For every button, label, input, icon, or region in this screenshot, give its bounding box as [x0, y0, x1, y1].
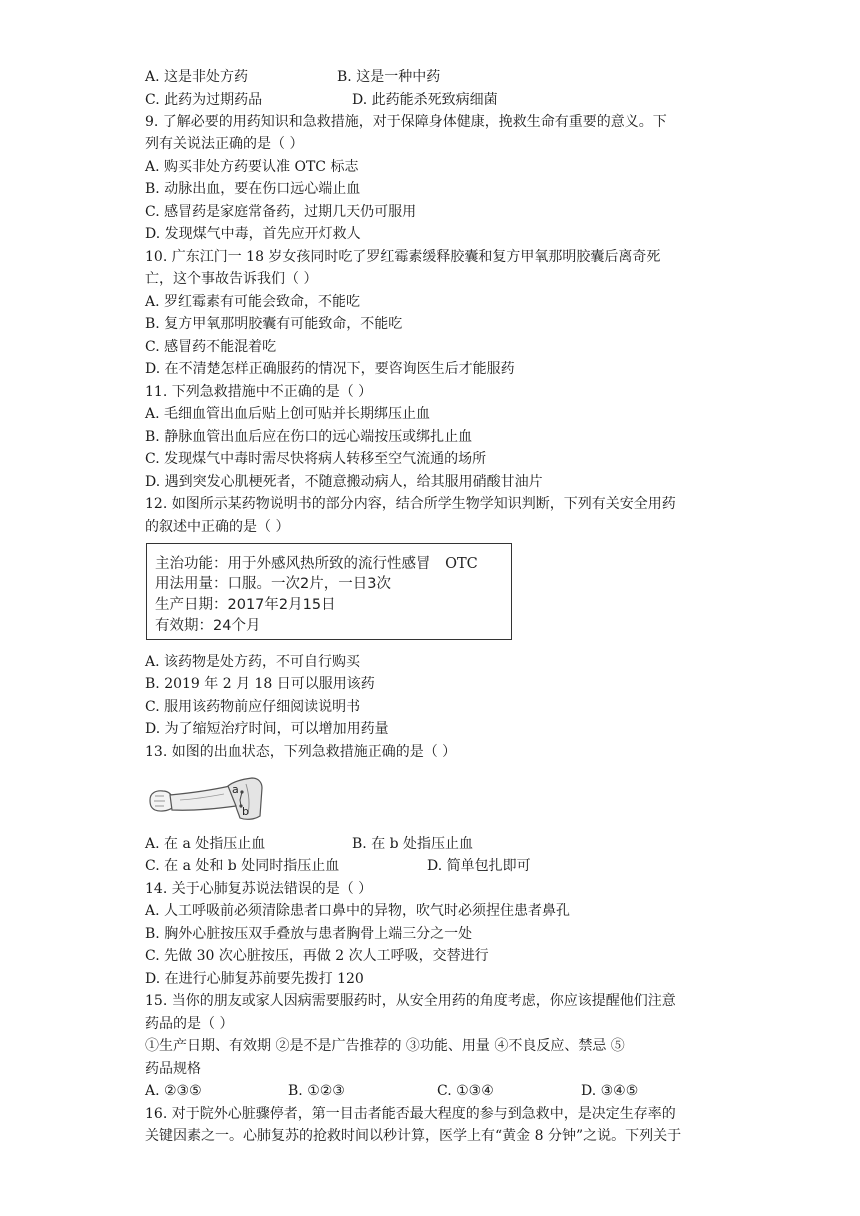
q14-option-b: B. 胸外心脏按压双手叠放与患者胸骨上端三分之一处 [145, 926, 473, 942]
q13-option-a: A. 在 a 处指压止血 [145, 836, 266, 852]
q8-option-d: D. 此药能杀死致病细菌 [352, 92, 498, 108]
q10-option-b: B. 复方甲氧那明胶囊有可能致命，不能吃 [145, 316, 403, 332]
q13-option-d: D. 简单包扎即可 [427, 858, 531, 874]
label-function-text: 主治功能：用于外感风热所致的流行性感冒 [155, 556, 431, 572]
otc-mark: OTC [445, 556, 478, 572]
q12-option-a: A. 该药物是处方药，不可自行购买 [145, 654, 361, 670]
figure-label-a: a [232, 783, 239, 796]
q10-option-a: A. 罗红霉素有可能会致命，不能吃 [145, 294, 361, 310]
q15-option-b: B. ①②③ [288, 1083, 345, 1099]
q11-option-b: B. 静脉血管出血后应在伤口的远心端按压或绑扎止血 [145, 429, 473, 445]
q12-option-d: D. 为了缩短治疗时间，可以增加用药量 [145, 721, 389, 737]
q9-stem-line-1: 9. 了解必要的用药知识和急救措施，对于保障身体健康，挽救生命有重要的意义。下 [145, 114, 667, 130]
q10-stem-line-1: 10. 广东江门一 18 岁女孩同时吃了罗红霉素缓释胶囊和复方甲氧那明胶囊后离奇死 [145, 249, 661, 265]
q11-option-a: A. 毛细血管出血后贴上创可贴并长期绑压止血 [145, 406, 431, 422]
q12-option-c: C. 服用该药物前应仔细阅读说明书 [145, 699, 361, 715]
figure-label-b: b [242, 805, 249, 818]
label-dosage-line: 用法用量：口服。一次2片，一日3次 [155, 576, 391, 592]
q10-stem-line-2: 亡，这个事故告诉我们（ ） [145, 271, 318, 287]
q9-option-d: D. 发现煤气中毒，首先应开灯救人 [145, 226, 361, 242]
q9-option-c: C. 感冒药是家庭常备药，过期几天仍可服用 [145, 204, 417, 220]
q12-stem-line-2: 的叙述中正确的是（ ） [145, 519, 290, 535]
q11-stem: 11. 下列急救措施中不正确的是（ ） [145, 384, 373, 400]
q11-option-d: D. 遇到突发心肌梗死者，不随意搬动病人，给其服用硝酸甘油片 [145, 474, 543, 490]
q16-stem-line-2: 关键因素之一。心肺复苏的抢救时间以秒计算，医学上有“黄金 8 分钟”之说。下列关于 [145, 1128, 682, 1144]
q9-stem-line-2: 列有关说法正确的是（ ） [145, 136, 304, 152]
medicine-label-figure [146, 543, 512, 640]
q9-option-b: B. 动脉出血，要在伤口远心端止血 [145, 181, 361, 197]
q8-option-a: A. 这是非处方药 [145, 69, 249, 85]
q13-option-c: C. 在 a 处和 b 处同时指压止血 [145, 858, 340, 874]
q9-option-a: A. 购买非处方药要认准 OTC 标志 [145, 159, 359, 175]
q15-stem-line-1: 15. 当你的朋友或家人因病需要服药时，从安全用药的角度考虑，你应该提醒他们注意 [145, 993, 676, 1009]
q15-option-d: D. ③④⑤ [581, 1083, 639, 1099]
q8-option-c: C. 此药为过期药品 [145, 92, 263, 108]
q13-stem: 13. 如图的出血状态，下列急救措施正确的是（ ） [145, 744, 457, 760]
q11-option-c: C. 发现煤气中毒时需尽快将病人转移至空气流通的场所 [145, 451, 487, 467]
arm-bleeding-figure [146, 776, 266, 832]
q10-option-d: D. 在不清楚怎样正确服药的情况下，要咨询医生后才能服药 [145, 361, 515, 377]
q12-option-b: B. 2019 年 2 月 18 日可以服用该药 [145, 676, 375, 692]
q12-stem-line-1: 12. 如图所示某药物说明书的部分内容，结合所学生物学知识判断，下列有关安全用药 [145, 496, 676, 512]
q13-option-b: B. 在 b 处指压止血 [352, 836, 474, 852]
q15-items-line-2: 药品规格 [145, 1061, 201, 1077]
label-function-line [155, 554, 478, 574]
label-shelf-life-line: 有效期：24个月 [155, 618, 261, 634]
q14-option-c: C. 先做 30 次心脏按压，再做 2 次人工呼吸，交替进行 [145, 948, 489, 964]
q14-option-d: D. 在进行心肺复苏前要先拨打 120 [145, 971, 364, 987]
q16-stem-line-1: 16. 对于院外心脏骤停者，第一目击者能否最大程度的参与到急救中，是决定生存率的 [145, 1106, 676, 1122]
q14-option-a: A. 人工呼吸前必须清除患者口鼻中的异物，吹气时必须捏住患者鼻孔 [145, 903, 571, 919]
q8-option-b: B. 这是一种中药 [337, 69, 441, 85]
q14-stem: 14. 关于心肺复苏说法错误的是（ ） [145, 881, 373, 897]
q10-option-c: C. 感冒药不能混着吃 [145, 339, 277, 355]
q15-option-a: A. ②③⑤ [145, 1083, 202, 1099]
label-production-date-line: 生产日期：2017年2月15日 [155, 597, 336, 613]
q15-stem-line-2: 药品的是（ ） [145, 1016, 234, 1032]
forearm-shape [170, 786, 236, 810]
q15-option-c: C. ①③④ [437, 1083, 494, 1099]
q15-items-line-1: ①生产日期、有效期 ②是不是广告推荐的 ③功能、用量 ④不良反应、禁忌 ⑤ [145, 1038, 625, 1054]
